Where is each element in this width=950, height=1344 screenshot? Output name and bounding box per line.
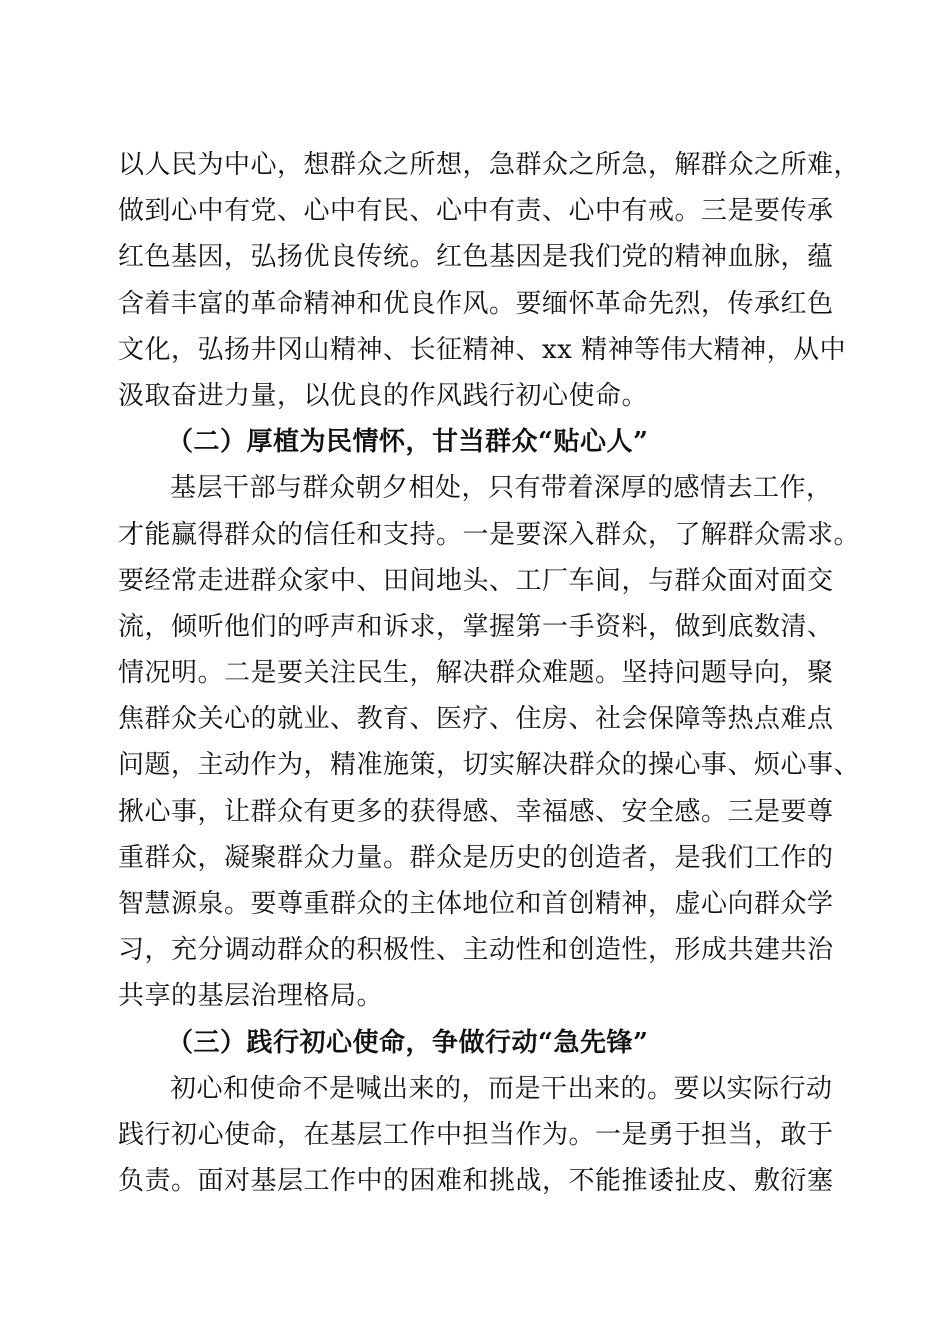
text-line: 以人民为中心，想群众之所想，急群众之所急，解群众之所难， [118, 150, 861, 180]
document-body [118, 142, 861, 1204]
text-line: 情况明。二是要关注民生，解决群众难题。坚持问题导向，聚 [118, 658, 834, 689]
text-line: 红色基因，弘扬优良传统。红色基因是我们党的精神血脉，蕴 [118, 242, 834, 273]
text-line: 共享的基层治理格局。 [118, 981, 384, 1012]
paragraph-first-line: 基层干部与群众朝夕相处，只有带着深厚的感情去工作， [170, 473, 833, 504]
text-line: 焦群众关心的就业、教育、医疗、住房、社会保障等热点难点 [118, 704, 834, 735]
text-line: 习，充分调动群众的积极性、主动性和创造性，形成共建共治 [118, 935, 834, 966]
text-line: 重群众，凝聚群众力量。群众是历史的创造者，是我们工作的 [118, 842, 834, 873]
text-line: 要经常走进群众家中、田间地头、工厂车间，与群众面对面交 [118, 565, 834, 596]
text-line: 揪心事，让群众有更多的获得感、幸福感、安全感。三是要尊 [118, 796, 834, 827]
text-line: 智慧源泉。要尊重群众的主体地位和首创精神，虚心向群众学 [118, 889, 834, 919]
text-line: 文化，弘扬井冈山精神、长征精神、xx 精神等伟大精神，从中 [118, 334, 847, 365]
section-heading: （二）厚植为民情怀，甘当群众“贴心人” [167, 427, 649, 458]
text-line: 问题，主动作为，精准施策，切实解决群众的操心事、烦心事、 [118, 750, 861, 781]
text-line: 才能赢得群众的信任和支持。一是要深入群众，了解群众需求。 [118, 519, 861, 550]
text-line: 践行初心使命，在基层工作中担当作为。一是勇于担当，敢于 [118, 1119, 834, 1150]
text-line: 含着丰富的革命精神和优良作风。要缅怀革命先烈，传承红色 [118, 288, 834, 319]
section-heading: （三）践行初心使命，争做行动“急先锋” [167, 1027, 649, 1058]
text-line: 汲取奋进力量，以优良的作风践行初心使命。 [118, 380, 649, 411]
paragraph-first-line: 初心和使命不是喊出来的，而是干出来的。要以实际行动 [170, 1073, 833, 1104]
text-line: 流，倾听他们的呼声和诉求，掌握第一手资料，做到底数清、 [118, 611, 834, 642]
text-line: 做到心中有党、心中有民、心中有责、心中有戒。三是要传承 [118, 196, 834, 227]
text-line: 负责。面对基层工作中的困难和挑战，不能推诿扯皮、敷衍塞 [118, 1166, 834, 1197]
